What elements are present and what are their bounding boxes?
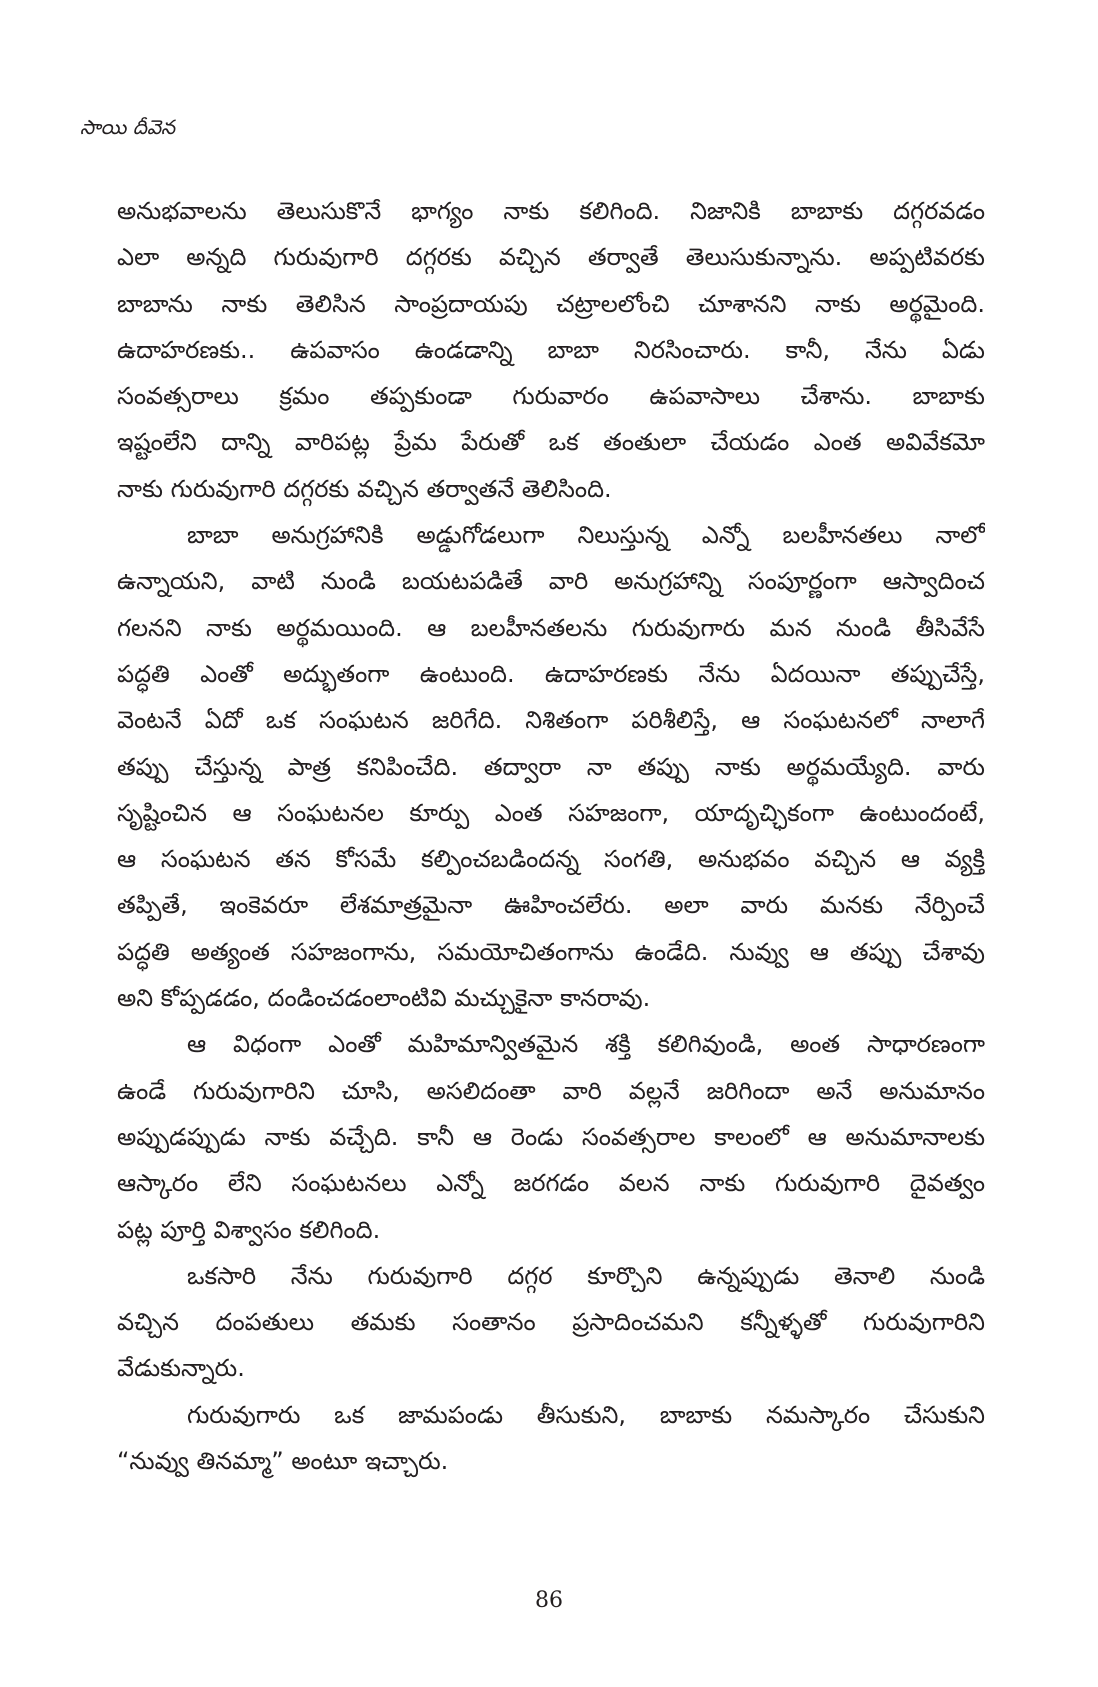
text-line: గలనని నాకు అర్థమయింది. ఆ బలహీనతలను గురువుగారు మన నుండి తీసివేసే [117,613,985,642]
text-line: “నువ్వు తినమ్మా” అంటూ ఇచ్చారు. [117,1447,449,1476]
text-line: ఆ విధంగా ఎంతో మహిమాన్వితమైన శక్తి కలిగివుండి, అంత సాధారణంగా [187,1030,985,1059]
text-line: వచ్చిన దంపతులు తమకు సంతానం ప్రసాదించమని కన్నీళ్ళతో గురువుగారిని [117,1308,985,1337]
text-line: ఉండే గురువుగారిని చూసి, అసలిదంతా వారి వల్లనే జరిగిందా అనే అనుమానం [117,1076,985,1105]
text-line: ఎలా అన్నది గురువుగారి దగ్గరకు వచ్చిన తర్వాతే తెలుసుకున్నాను. అప్పటివరకు [117,243,985,272]
page-number: 86 [535,1588,563,1613]
text-line: ఉన్నాయని, వాటి నుండి బయటపడితే వారి అనుగ్రహాన్ని సంపూర్ణంగా ఆస్వాదించ [117,567,985,596]
text-line: అప్పుడప్పుడు నాకు వచ్చేది. కానీ ఆ రెండు సంవత్సరాల కాలంలో ఆ అనుమానాలకు [117,1122,985,1151]
text-line: పట్ల పూర్తి విశ్వాసం కలిగింది. [117,1215,381,1244]
text-line: ఇష్టంలేని దాన్ని వారిపట్ల ప్రేమ పేరుతో ఒక తంతులా చేయడం ఎంత అవివేకమో [117,428,985,457]
text-line: వెంటనే ఏదో ఒక సంఘటన జరిగేది. నిశితంగా పరిశీలిస్తే, ఆ సంఘటనలో నాలాగే [117,706,985,735]
text-line: ఆస్కారం లేని సంఘటనలు ఎన్నో జరగడం వలన నాకు గురువుగారి దైవత్వం [117,1169,985,1198]
text-line: సంవత్సరాలు క్రమం తప్పకుండా గురువారం ఉపవాసాలు చేశాను. బాబాకు [117,382,985,411]
body-text [117,188,985,1484]
text-line: తప్పు చేస్తున్న పాత్ర కనిపించేది. తద్వారా నా తప్పు నాకు అర్థమయ్యేది. వారు [117,752,985,781]
text-line: గురువుగారు ఒక జామపండు తీసుకుని, బాబాకు నమస్కారం చేసుకుని [187,1400,985,1429]
text-line: ఆ సంఘటన తన కోసమే కల్పించబడిందన్న సంగతి, అనుభవం వచ్చిన ఆ వ్యక్తి [117,845,985,874]
text-line: తప్పితే, ఇంకెవరూ లేశమాత్రమైనా ఊహించలేరు. అలా వారు మనకు నేర్పించే [117,891,985,920]
text-line: బాబా అనుగ్రహానికి అడ్డుగోడలుగా నిలుస్తున్న ఎన్నో బలహీనతలు నాలో [187,521,985,550]
text-line: పద్ధతి ఎంతో అద్భుతంగా ఉంటుంది. ఉదాహరణకు నేను ఏదయినా తప్పుచేస్తే, [117,659,985,688]
text-line: నాకు గురువుగారి దగ్గరకు వచ్చిన తర్వాతనే తెలిసింది. [117,474,612,503]
text-line: అని కోప్పడడం, దండించడంలాంటివి మచ్చుకైనా కానరావు. [117,984,651,1013]
text-line: సృష్టించిన ఆ సంఘటనల కూర్పు ఎంత సహజంగా, యాదృచ్ఛికంగా ఉంటుందంటే, [117,798,985,827]
text-line: బాబాను నాకు తెలిసిన సాంప్రదాయపు చట్రాలలోంచి చూశానని నాకు అర్థమైంది. [117,289,985,318]
text-line: వేడుకున్నారు. [117,1354,245,1383]
text-line: పద్ధతి అత్యంత సహజంగాను, సమయోచితంగాను ఉండేది. నువ్వు ఆ తప్పు చేశావు [117,937,985,966]
text-line: ఒకసారి నేను గురువుగారి దగ్గర కూర్చొని ఉన్నప్పుడు తెనాలి నుండి [187,1261,985,1290]
running-header-title: సాయి దీవెన [80,115,176,139]
text-line: ఉదాహరణకు.. ఉపవాసం ఉండడాన్ని బాబా నిరసించారు. కానీ, నేను ఏడు [117,335,985,364]
text-line: అనుభవాలను తెలుసుకొనే భాగ్యం నాకు కలిగింది. నిజానికి బాబాకు దగ్గరవడం [117,197,985,225]
